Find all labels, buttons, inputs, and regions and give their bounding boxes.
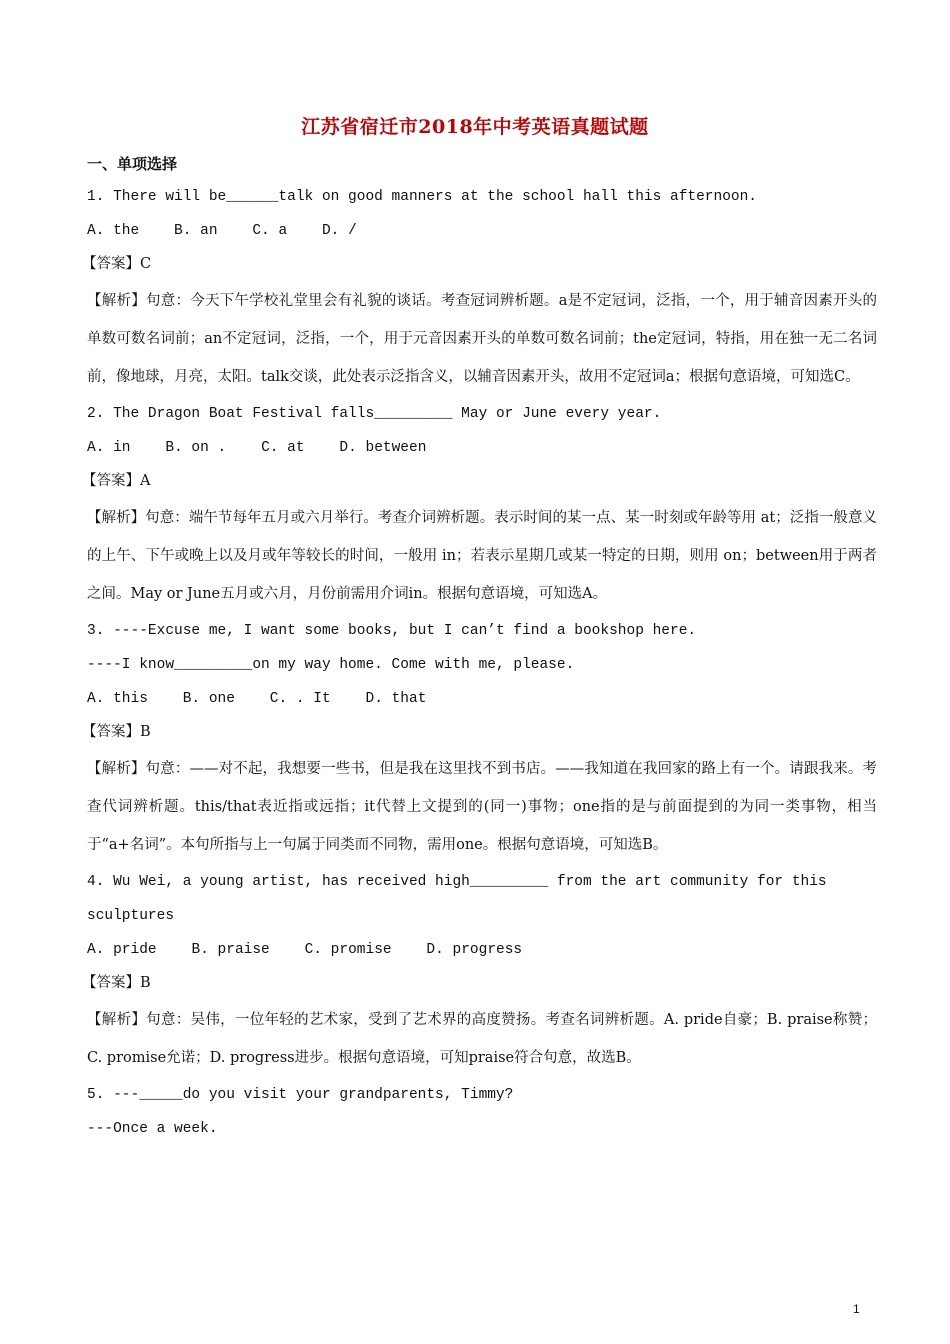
answer-analysis: 【解析】句意：吴伟，一位年轻的艺术家，受到了艺术界的高度赞扬。考查名词辨析题。A. pride自豪；B. praise称赞；C. promise允诺；D. progress进步。根据句意语境，可知praise符合句意，故选B。: [87, 1012, 877, 1066]
answer-options: [87, 682, 877, 716]
option-d: D. between: [339, 440, 427, 456]
answer-key: 【答案】C: [82, 256, 152, 272]
answer-key: 【答案】B: [82, 724, 151, 740]
page-number: 1: [853, 1302, 860, 1316]
option-d: D. /: [321, 223, 357, 239]
answer-analysis: 【解析】句意：端午节每年五月或六月举行。考查介词辨析题。表示时间的某一点、某一时刻或年龄等用 at；泛指一般意义的上午、下午或晚上以及月或年等较长的时间，一般用 in；若表示星期几或某一特定的日期，则用 on；between用于两者之间。May or June五月或六月，月份前需用介词in。根据句意语境，可知选A。: [87, 510, 877, 602]
option-c: C. promise: [304, 942, 392, 958]
question-4: [82, 865, 877, 1077]
question-stem: 2. The Dragon Boat Festival falls_________ May or June every year.: [87, 406, 662, 422]
option-b: B. praise: [191, 942, 270, 958]
answer-analysis: 【解析】句意：——对不起，我想要一些书，但是我在这里找不到书店。——我知道在我回家的路上有一个。请跟我来。考查代词辨析题。this/that表近指或远指；it代替上文提到的(同一)事物；one指的是与前面提到的为同一类事物，相当于“a+名词”。本句所指与上一句属于同类而不同物，需用one。根据句意语境，可知选B。: [87, 761, 877, 853]
option-b: B. an: [174, 223, 218, 239]
option-b: B. one: [182, 691, 235, 707]
page-title: 江苏省宿迁市2018年中考英语真题试题: [301, 116, 649, 138]
answer-key: 【答案】B: [82, 975, 151, 991]
option-a: A. in: [87, 440, 131, 456]
question-5: [87, 1078, 877, 1146]
question-stem: 4. Wu Wei, a young artist, has received high_________ from the art community for this: [87, 874, 827, 890]
answer-options: [87, 431, 877, 465]
question-list: [82, 180, 877, 1146]
question-stem-continued: ----I know_________on my way home. Come with me, please.: [87, 657, 575, 673]
option-d: D. that: [365, 691, 427, 707]
question-stem: 5. ---_____do you visit your grandparents, Timmy?: [87, 1087, 514, 1103]
section-heading: 一、单项选择: [87, 155, 178, 173]
option-c: C. . It: [269, 691, 331, 707]
option-c: C. a: [252, 223, 288, 239]
option-a: A. pride: [87, 942, 157, 958]
answer-options: [87, 933, 877, 967]
question-1: [82, 180, 877, 396]
answer-options: [87, 214, 877, 248]
question-stem-continued: ---Once a week.: [87, 1121, 218, 1137]
option-c: C. at: [261, 440, 305, 456]
question-stem: 3. ----Excuse me, I want some books, but I can’t find a bookshop here.: [87, 623, 697, 639]
question-3: [82, 614, 877, 864]
question-stem: 1. There will be______talk on good manners at the school hall this afternoon.: [87, 189, 758, 205]
answer-key: 【答案】A: [82, 473, 151, 489]
option-b: B. on .: [165, 440, 227, 456]
option-a: A. this: [87, 691, 148, 707]
option-a: A. the: [87, 223, 140, 239]
option-d: D. progress: [426, 942, 523, 958]
answer-analysis: 【解析】句意：今天下午学校礼堂里会有礼貌的谈话。考查冠词辨析题。a是不定冠词，泛指，一个，用于辅音因素开头的单数可数名词前；an不定冠词，泛指，一个，用于元音因素开头的单数可数名词前；the定冠词，特指，用在独一无二名词前，像地球，月亮，太阳。talk交谈，此处表示泛指含义，以辅音因素开头，故用不定冠词a；根据句意语境，可知选C。: [87, 293, 877, 385]
question-2: [82, 397, 877, 613]
question-stem-continued: sculptures: [87, 908, 175, 924]
